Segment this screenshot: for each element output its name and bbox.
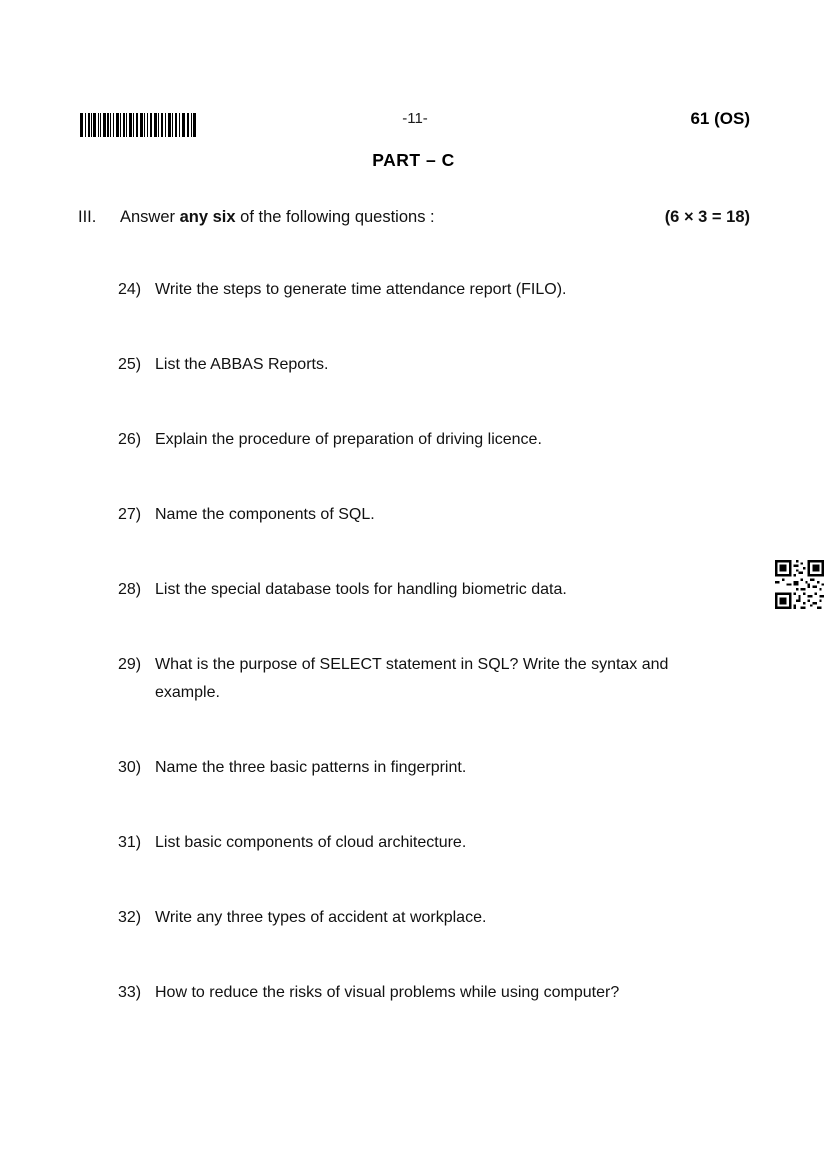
question-text: List the special database tools for handling biometric data. — [155, 581, 567, 598]
question-number: 27) — [118, 506, 142, 523]
instruction-bold: any six — [179, 208, 236, 226]
question-number: 25) — [118, 356, 142, 373]
instruction-prefix: Answer — [120, 208, 180, 226]
page-number: -11- — [402, 110, 428, 127]
question-item — [118, 979, 715, 1007]
question-text: List basic components of cloud architecture. — [155, 834, 467, 851]
question-number: 28) — [118, 581, 142, 598]
question-item — [118, 904, 715, 932]
question-text: How to reduce the risks of visual problems while using computer? — [155, 984, 620, 1001]
question-item — [118, 651, 715, 707]
question-text: Write the steps to generate time attendance report (FILO). — [155, 281, 567, 298]
question-number: 30) — [118, 759, 142, 776]
question-text: Name the three basic patterns in fingerprint. — [155, 759, 467, 776]
question-item — [118, 754, 715, 782]
qr-code-icon — [775, 560, 824, 609]
question-item — [118, 501, 715, 529]
paper-code: 61 (OS) — [690, 109, 750, 128]
question-list — [118, 276, 715, 1054]
instruction-text — [120, 208, 665, 227]
section-title: PART – C — [372, 150, 455, 170]
question-number: 26) — [118, 431, 142, 448]
question-text: Name the components of SQL. — [155, 506, 375, 523]
question-item — [118, 276, 715, 304]
question-number: 29) — [118, 656, 142, 673]
question-number: 33) — [118, 984, 142, 1001]
instruction-roman-numeral: III. — [78, 208, 97, 226]
question-item — [118, 576, 715, 604]
question-text: List the ABBAS Reports. — [155, 356, 329, 373]
question-text: Explain the procedure of preparation of driving licence. — [155, 431, 542, 448]
marks-label: (6 × 3 = 18) — [664, 208, 750, 226]
question-number: 24) — [118, 281, 142, 298]
page-header — [80, 108, 750, 140]
question-text: Write any three types of accident at workplace. — [155, 909, 487, 926]
question-item — [118, 829, 715, 857]
instruction-line — [78, 208, 750, 227]
question-item — [118, 426, 715, 454]
question-number: 31) — [118, 834, 142, 851]
question-item — [118, 351, 715, 379]
question-text: What is the purpose of SELECT statement in SQL? Write the syntax and example. — [155, 656, 669, 701]
instruction-suffix: of the following questions : — [235, 208, 435, 226]
question-number: 32) — [118, 909, 142, 926]
